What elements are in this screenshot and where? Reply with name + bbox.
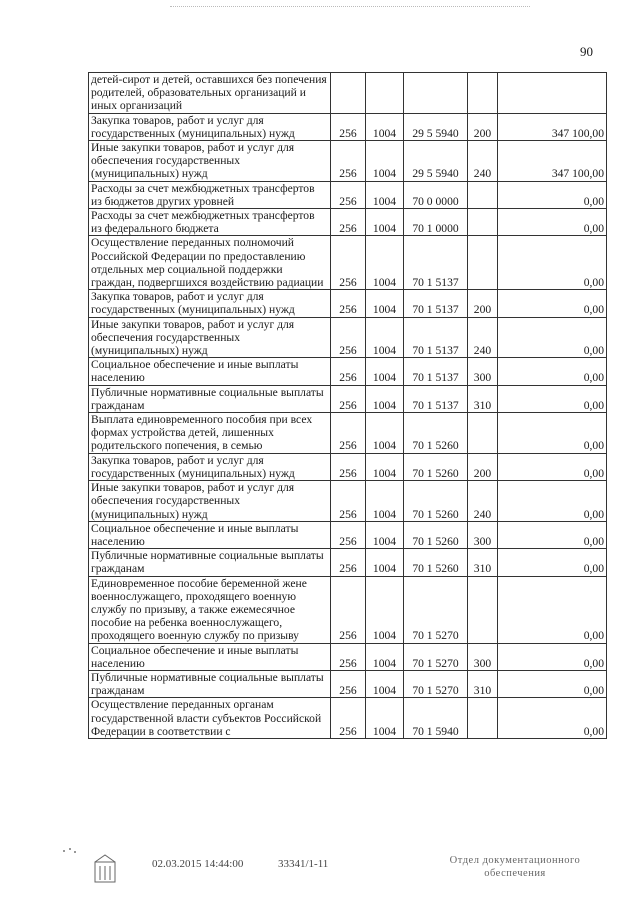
cell-section-code: 1004 (366, 576, 404, 643)
cell-department-code: 256 (331, 698, 366, 739)
cell-expense-name: Закупка товаров, работ и услуг для государственных (муниципальных) нужд (89, 453, 331, 480)
cell-department-code: 256 (331, 209, 366, 236)
table-row (89, 413, 607, 454)
cell-expense-name: Иные закупки товаров, работ и услуг для обеспечения государственных (муниципальных) нужд (89, 317, 331, 358)
cell-department-code: 256 (331, 481, 366, 522)
cell-expense-type: 300 (468, 643, 498, 670)
cell-expense-name: Публичные нормативные социальные выплаты гражданам (89, 670, 331, 697)
cell-section-code: 1004 (366, 358, 404, 385)
cell-expense-name: Социальное обеспечение и иные выплаты населению (89, 358, 331, 385)
cell-amount: 0,00 (498, 549, 607, 576)
cell-section-code: 1004 (366, 141, 404, 182)
cell-section-code: 1004 (366, 521, 404, 548)
table-row (89, 481, 607, 522)
cell-expense-name: Единовременное пособие беременной жене военнослужащего, проходящего военную службу по призыву, а также ежемесячное пособие на ребенка военнослужащего, проходящего военную службу по призыву (89, 576, 331, 643)
cell-amount: 0,00 (498, 317, 607, 358)
table-row (89, 521, 607, 548)
cell-section-code: 1004 (366, 181, 404, 208)
cell-department-code: 256 (331, 643, 366, 670)
cell-target-article: 70 1 5270 (404, 670, 468, 697)
table-row (89, 236, 607, 290)
table-row (89, 290, 607, 317)
cell-expense-name: Публичные нормативные социальные выплаты гражданам (89, 385, 331, 412)
cell-section-code (366, 73, 404, 114)
cell-department-code: 256 (331, 521, 366, 548)
cell-expense-type: 310 (468, 670, 498, 697)
footer-department-stamp (440, 854, 590, 880)
cell-amount: 0,00 (498, 670, 607, 697)
cell-amount: 0,00 (498, 209, 607, 236)
cell-expense-type: 300 (468, 521, 498, 548)
cell-target-article: 70 1 5260 (404, 453, 468, 480)
table-row (89, 549, 607, 576)
emblem-icon (92, 852, 118, 886)
cell-amount: 0,00 (498, 236, 607, 290)
cell-target-article: 70 1 5137 (404, 236, 468, 290)
budget-table-body (89, 73, 607, 739)
cell-expense-type (468, 181, 498, 208)
table-row (89, 113, 607, 140)
cell-expense-name: Социальное обеспечение и иные выплаты населению (89, 521, 331, 548)
cell-department-code: 256 (331, 113, 366, 140)
cell-expense-type (468, 576, 498, 643)
table-row (89, 73, 607, 114)
cell-section-code: 1004 (366, 413, 404, 454)
table-row (89, 358, 607, 385)
cell-expense-name: Закупка товаров, работ и услуг для государственных (муниципальных) нужд (89, 113, 331, 140)
cell-department-code: 256 (331, 670, 366, 697)
cell-expense-type (468, 698, 498, 739)
cell-section-code: 1004 (366, 236, 404, 290)
cell-target-article: 70 1 5940 (404, 698, 468, 739)
cell-expense-name: Иные закупки товаров, работ и услуг для обеспечения государственных (муниципальных) нужд (89, 141, 331, 182)
cell-target-article: 29 5 5940 (404, 141, 468, 182)
cell-expense-type: 240 (468, 141, 498, 182)
table-row (89, 576, 607, 643)
cell-section-code: 1004 (366, 290, 404, 317)
cell-amount: 0,00 (498, 698, 607, 739)
cell-expense-type: 310 (468, 385, 498, 412)
cell-expense-type (468, 236, 498, 290)
cell-department-code: 256 (331, 549, 366, 576)
cell-amount: 0,00 (498, 576, 607, 643)
scan-artifact-mark (60, 846, 80, 856)
cell-target-article (404, 73, 468, 114)
cell-amount: 0,00 (498, 290, 607, 317)
table-row (89, 209, 607, 236)
cell-department-code: 256 (331, 181, 366, 208)
cell-target-article: 70 1 5260 (404, 549, 468, 576)
table-row (89, 181, 607, 208)
cell-target-article: 70 1 5270 (404, 576, 468, 643)
cell-expense-name: Закупка товаров, работ и услуг для государственных (муниципальных) нужд (89, 290, 331, 317)
cell-section-code: 1004 (366, 113, 404, 140)
table-row (89, 670, 607, 697)
cell-target-article: 70 0 0000 (404, 181, 468, 208)
table-row (89, 141, 607, 182)
table-row (89, 317, 607, 358)
cell-amount: 0,00 (498, 481, 607, 522)
scan-artifact-line (170, 6, 530, 11)
cell-expense-type: 200 (468, 453, 498, 480)
table-row (89, 385, 607, 412)
cell-expense-name: Осуществление переданных органам государственной власти субъектов Российской Федерации в соответствии с (89, 698, 331, 739)
cell-department-code: 256 (331, 385, 366, 412)
cell-target-article: 70 1 5260 (404, 413, 468, 454)
cell-expense-type (468, 209, 498, 236)
cell-amount: 0,00 (498, 385, 607, 412)
cell-department-code: 256 (331, 141, 366, 182)
cell-amount: 347 100,00 (498, 113, 607, 140)
cell-expense-name: Публичные нормативные социальные выплаты гражданам (89, 549, 331, 576)
cell-section-code: 1004 (366, 481, 404, 522)
page-number: 90 (580, 44, 593, 59)
cell-target-article: 70 1 5137 (404, 290, 468, 317)
cell-expense-type: 200 (468, 290, 498, 317)
cell-expense-type: 300 (468, 358, 498, 385)
cell-department-code: 256 (331, 236, 366, 290)
cell-expense-name: Иные закупки товаров, работ и услуг для обеспечения государственных (муниципальных) нужд (89, 481, 331, 522)
cell-department-code: 256 (331, 317, 366, 358)
cell-section-code: 1004 (366, 317, 404, 358)
cell-expense-type: 240 (468, 481, 498, 522)
cell-section-code: 1004 (366, 643, 404, 670)
stamp-line-2: обеспечения (484, 868, 546, 879)
cell-expense-type (468, 73, 498, 114)
cell-department-code (331, 73, 366, 114)
cell-expense-name: Осуществление переданных полномочий Российской Федерации по предоставлению отдельных мер социальной поддержки граждан, подвергшихся воздействию радиации (89, 236, 331, 290)
cell-expense-type: 200 (468, 113, 498, 140)
cell-target-article: 29 5 5940 (404, 113, 468, 140)
cell-department-code: 256 (331, 290, 366, 317)
cell-expense-type (468, 413, 498, 454)
cell-target-article: 70 1 0000 (404, 209, 468, 236)
cell-expense-name: Выплата единовременного пособия при всех формах устройства детей, лишенных родительского попечения, в семью (89, 413, 331, 454)
cell-department-code: 256 (331, 413, 366, 454)
cell-section-code: 1004 (366, 549, 404, 576)
cell-amount: 347 100,00 (498, 141, 607, 182)
cell-target-article: 70 1 5260 (404, 521, 468, 548)
cell-amount (498, 73, 607, 114)
cell-amount: 0,00 (498, 643, 607, 670)
cell-target-article: 70 1 5270 (404, 643, 468, 670)
cell-expense-name: детей-сирот и детей, оставшихся без попечения родителей, образовательных организаций и иных организаций (89, 73, 331, 114)
cell-target-article: 70 1 5137 (404, 317, 468, 358)
table-row (89, 453, 607, 480)
cell-expense-name: Расходы за счет межбюджетных трансфертов из федерального бюджета (89, 209, 331, 236)
footer-timestamp: 02.03.2015 14:44:00 (152, 858, 244, 870)
cell-amount: 0,00 (498, 521, 607, 548)
cell-expense-name: Расходы за счет межбюджетных трансфертов из бюджетов других уровней (89, 181, 331, 208)
cell-department-code: 256 (331, 453, 366, 480)
cell-amount: 0,00 (498, 453, 607, 480)
table-row (89, 643, 607, 670)
cell-department-code: 256 (331, 576, 366, 643)
cell-section-code: 1004 (366, 385, 404, 412)
cell-expense-name: Социальное обеспечение и иные выплаты населению (89, 643, 331, 670)
cell-amount: 0,00 (498, 358, 607, 385)
footer-document-code: 33341/1-11 (278, 858, 329, 870)
cell-section-code: 1004 (366, 698, 404, 739)
table-row (89, 698, 607, 739)
cell-target-article: 70 1 5137 (404, 358, 468, 385)
cell-section-code: 1004 (366, 209, 404, 236)
stamp-line-1: Отдел документационного (449, 855, 581, 866)
cell-target-article: 70 1 5137 (404, 385, 468, 412)
cell-target-article: 70 1 5260 (404, 481, 468, 522)
cell-amount: 0,00 (498, 413, 607, 454)
cell-department-code: 256 (331, 358, 366, 385)
cell-section-code: 1004 (366, 670, 404, 697)
cell-amount: 0,00 (498, 181, 607, 208)
cell-expense-type: 240 (468, 317, 498, 358)
cell-section-code: 1004 (366, 453, 404, 480)
cell-expense-type: 310 (468, 549, 498, 576)
budget-table (88, 72, 607, 739)
